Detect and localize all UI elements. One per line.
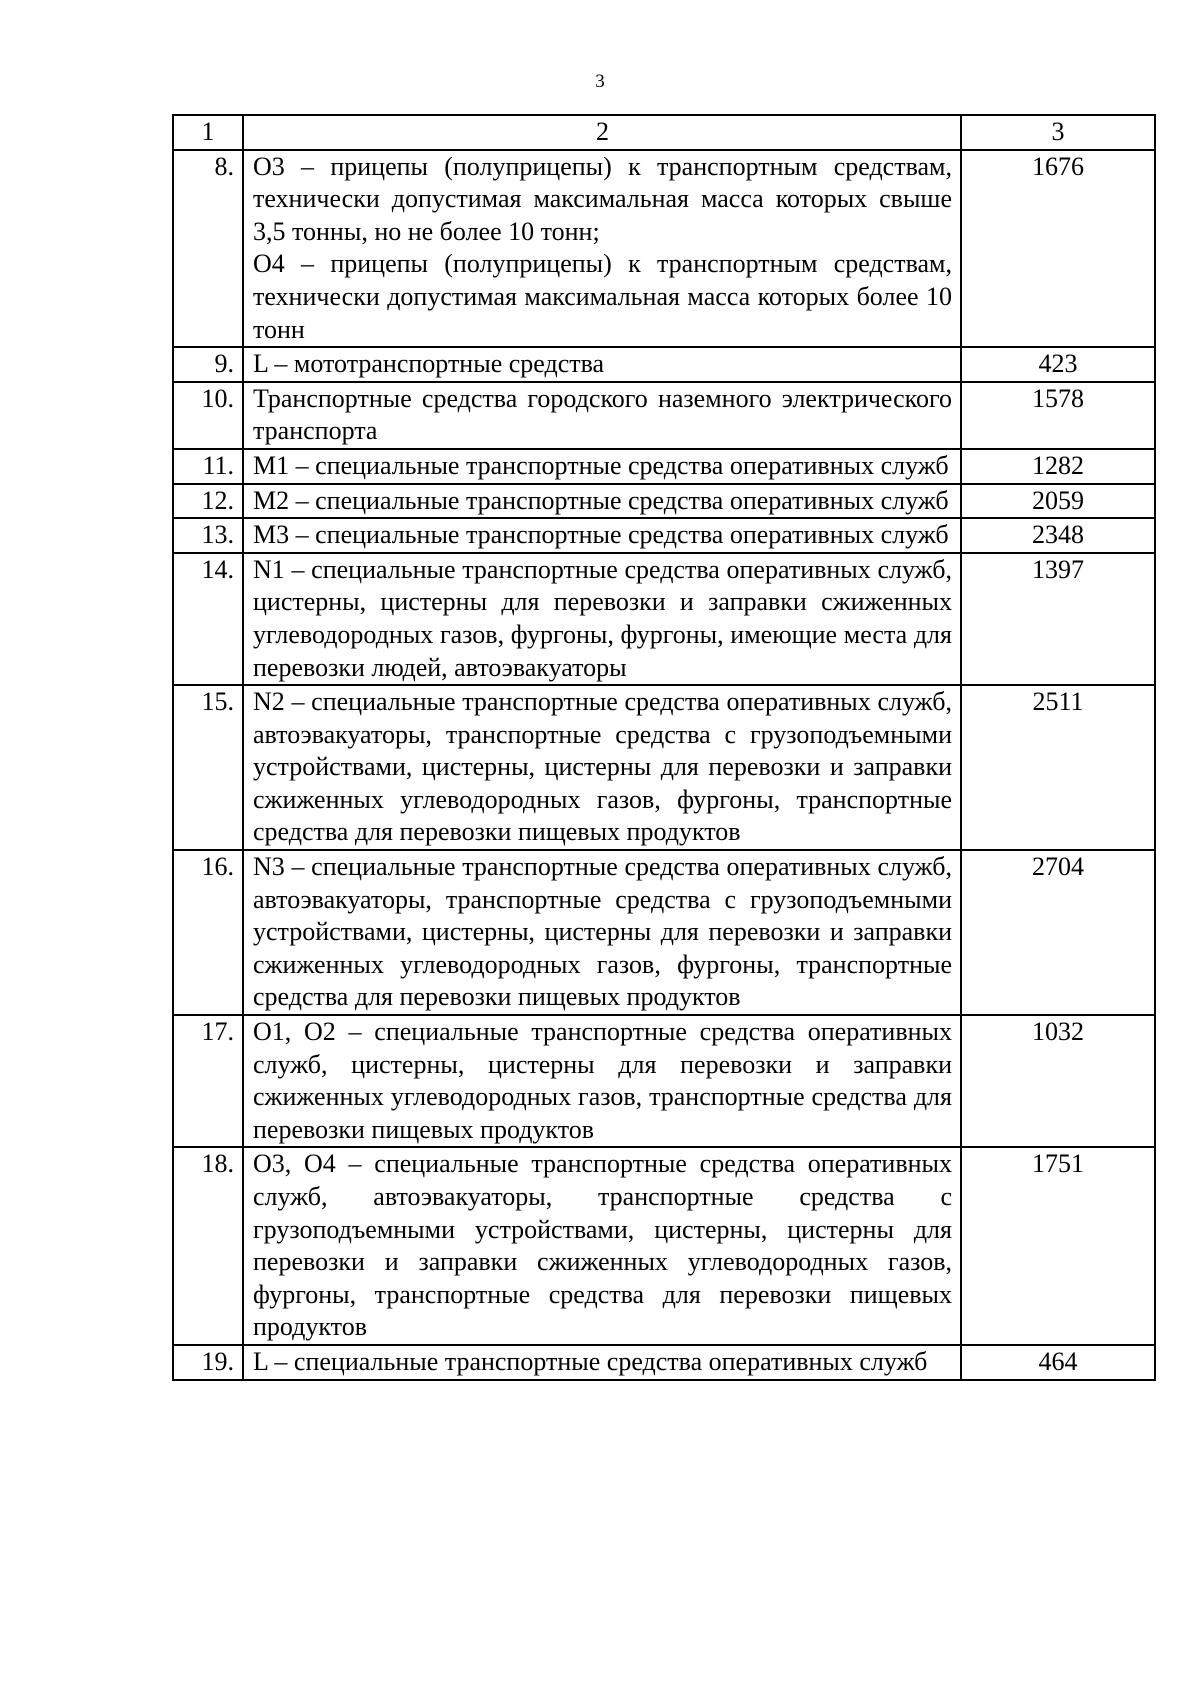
- row-description: N3 – специальные транспортные средства оперативных служб, автоэвакуаторы, транспортные средства с грузоподъемными устройствами, цистерны, цистерны для перевозки и заправки сжиженных углеводородных газов, фургоны, транспортные средства для перевозки пищевых продуктов: [243, 850, 961, 1015]
- row-value: 1751: [961, 1147, 1155, 1345]
- row-number: 15.: [173, 685, 243, 850]
- row-value: 423: [961, 347, 1155, 382]
- row-description: L – мототранспортные средства: [243, 347, 961, 382]
- tariff-table: [172, 114, 1156, 1381]
- column-header-2: 2: [243, 115, 961, 150]
- table-row: [173, 382, 1155, 449]
- row-number: 14.: [173, 553, 243, 685]
- column-header-3: 3: [961, 115, 1155, 150]
- table-row: [173, 347, 1155, 382]
- row-number: 9.: [173, 347, 243, 382]
- row-value: 2511: [961, 685, 1155, 850]
- row-description: М3 – специальные транспортные средства оперативных служб: [243, 518, 961, 553]
- table-row: [173, 685, 1155, 850]
- row-value: 2704: [961, 850, 1155, 1015]
- table-row: [173, 484, 1155, 519]
- row-value: 1282: [961, 449, 1155, 484]
- row-number: 8.: [173, 150, 243, 348]
- row-description: О1, О2 – специальные транспортные средства оперативных служб, цистерны, цистерны для перевозки и заправки сжиженных углеводородных газов, транспортные средства для перевозки пищевых продуктов: [243, 1015, 961, 1147]
- table-row: [173, 150, 1155, 348]
- page-number: 3: [595, 71, 605, 92]
- row-description: М2 – специальные транспортные средства оперативных служб: [243, 484, 961, 519]
- row-value: 2059: [961, 484, 1155, 519]
- table-row: [173, 1147, 1155, 1345]
- table-row: [173, 518, 1155, 553]
- table-row: [173, 553, 1155, 685]
- row-number: 16.: [173, 850, 243, 1015]
- row-value: 1397: [961, 553, 1155, 685]
- row-number: 12.: [173, 484, 243, 519]
- row-number: 17.: [173, 1015, 243, 1147]
- table-row: [173, 449, 1155, 484]
- row-description: N1 – специальные транспортные средства оперативных служб, цистерны, цистерны для перевозки и заправки сжиженных углеводородных газов, фургоны, фургоны, имеющие места для перевозки людей, автоэвакуаторы: [243, 553, 961, 685]
- row-value: 1578: [961, 382, 1155, 449]
- row-number: 19.: [173, 1345, 243, 1380]
- row-value: 464: [961, 1345, 1155, 1380]
- table-row: [173, 1015, 1155, 1147]
- table-row: [173, 850, 1155, 1015]
- row-value: 2348: [961, 518, 1155, 553]
- row-number: 11.: [173, 449, 243, 484]
- row-value: 1676: [961, 150, 1155, 348]
- row-value: 1032: [961, 1015, 1155, 1147]
- column-header-1: 1: [173, 115, 243, 150]
- table-header-row: [173, 115, 1155, 150]
- row-description: L – специальные транспортные средства оперативных служб: [243, 1345, 961, 1380]
- row-description: О3, О4 – специальные транспортные средства оперативных служб, автоэвакуаторы, транспортные средства с грузоподъемными устройствами, цистерны, цистерны для перевозки и заправки сжиженных углеводородных газов, фургоны, транспортные средства для перевозки пищевых продуктов: [243, 1147, 961, 1345]
- row-description-line: О3 – прицепы (полуприцепы) к транспортным средствам, технически допустимая максимальная масса которых свыше 3,5 тонны, но не более 10 тонн;: [253, 151, 952, 246]
- row-description: Транспортные средства городского наземного электрического транспорта: [243, 382, 961, 449]
- row-description: [243, 150, 961, 348]
- row-number: 13.: [173, 518, 243, 553]
- table-row: [173, 1345, 1155, 1380]
- row-description-line: О4 – прицепы (полуприцепы) к транспортным средствам, технически допустимая максимальная масса которых более 10 тонн: [253, 249, 952, 344]
- row-description: М1 – специальные транспортные средства оперативных служб: [243, 449, 961, 484]
- row-number: 10.: [173, 382, 243, 449]
- row-number: 18.: [173, 1147, 243, 1345]
- row-description: N2 – специальные транспортные средства оперативных служб, автоэвакуаторы, транспортные средства с грузоподъемными устройствами, цистерны, цистерны для перевозки и заправки сжиженных углеводородных газов, фургоны, транспортные средства для перевозки пищевых продуктов: [243, 685, 961, 850]
